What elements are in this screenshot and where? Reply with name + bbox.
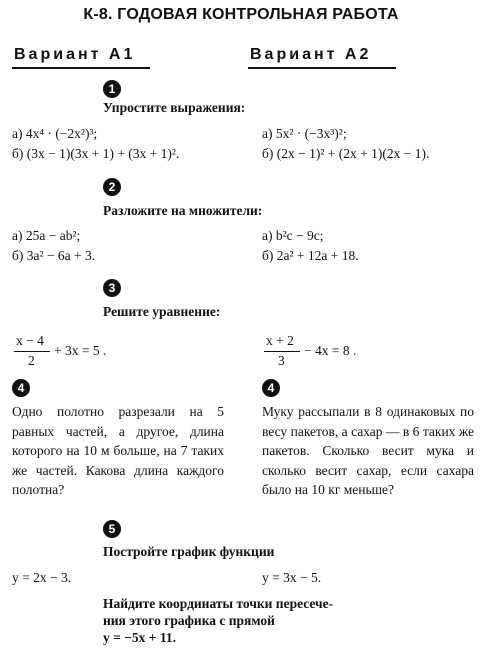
- task-4-a2-text: Муку рассыпали в 8 одинаковых по весу пакетов, а сахар — в 6 таких же пакетов. Сколько весит мука и сколько весит сахар, если сахара было на 10 кг меньше?: [262, 404, 474, 497]
- fraction-numerator: x − 4: [16, 333, 44, 348]
- task-4-a2-number-badge: 4: [262, 379, 280, 397]
- variant-a1-underline: [12, 67, 150, 69]
- task-2-title: Разложите на множители:: [103, 203, 263, 218]
- task-5-a2-function: y = 3x − 5.: [262, 570, 322, 585]
- task-2-number-badge: 2: [103, 178, 121, 196]
- task-1-a2-item-b: б) (2x − 1)² + (2x + 1)(2x − 1).: [262, 146, 430, 161]
- task-5-title: Постройте график функции: [103, 544, 275, 559]
- task-2-a1-item-a: а) 25a − ab²;: [12, 228, 81, 243]
- task-5-a1-function: y = 2x − 3.: [12, 570, 72, 585]
- variant-a2-underline: [248, 67, 396, 69]
- task-5-footer-line-2: ния этого графика с прямой: [103, 613, 275, 628]
- task-3-title: Решите уравнение:: [103, 304, 221, 319]
- task-5-footer-line-1: Найдите координаты точки пересече-: [103, 596, 334, 611]
- task-1-a2-item-a: а) 5x² · (−3x³)²;: [262, 126, 347, 141]
- page-title: К-8. ГОДОВАЯ КОНТРОЛЬНАЯ РАБОТА: [83, 6, 399, 23]
- task-5-number-badge: 5: [103, 520, 121, 538]
- task-2-a2-item-a: а) b²c − 9c;: [262, 228, 324, 243]
- fraction-numerator: x + 2: [266, 333, 294, 348]
- task-3-a2-equation-rest: − 4x = 8 .: [304, 343, 357, 358]
- task-5-footer-line-3: y = −5x + 11.: [103, 630, 176, 645]
- task-1-number-badge: 1: [103, 80, 121, 98]
- task-4-a1-text: Одно полотно разрезали на 5 равных частей, а другое, длина которого на 10 м больше, на 7 таких же частей. Какова длина каждого полотна?: [12, 404, 224, 497]
- task-4-a1-number-badge: 4: [12, 379, 30, 397]
- task-3-a1-equation-rest: + 3x = 5 .: [54, 343, 107, 358]
- variant-a1-heading: Вариант А1: [14, 46, 136, 63]
- fraction-bar: [14, 351, 50, 352]
- task-1-title: Упростите выражения:: [103, 100, 246, 115]
- task-1-a1-item-a: а) 4x⁴ · (−2x²)³;: [12, 126, 98, 141]
- fraction-bar: [264, 351, 300, 352]
- variant-a2-heading: Вариант А2: [250, 46, 372, 63]
- task-2-a1-item-b: б) 3a² − 6a + 3.: [12, 248, 96, 263]
- task-1-a1-item-b: б) (3x − 1)(3x + 1) + (3x + 1)².: [12, 146, 180, 161]
- fraction-denominator: 3: [278, 353, 285, 368]
- task-2-a2-item-b: б) 2a² + 12a + 18.: [262, 248, 359, 263]
- task-3-number-badge: 3: [103, 279, 121, 297]
- fraction-denominator: 2: [28, 353, 35, 368]
